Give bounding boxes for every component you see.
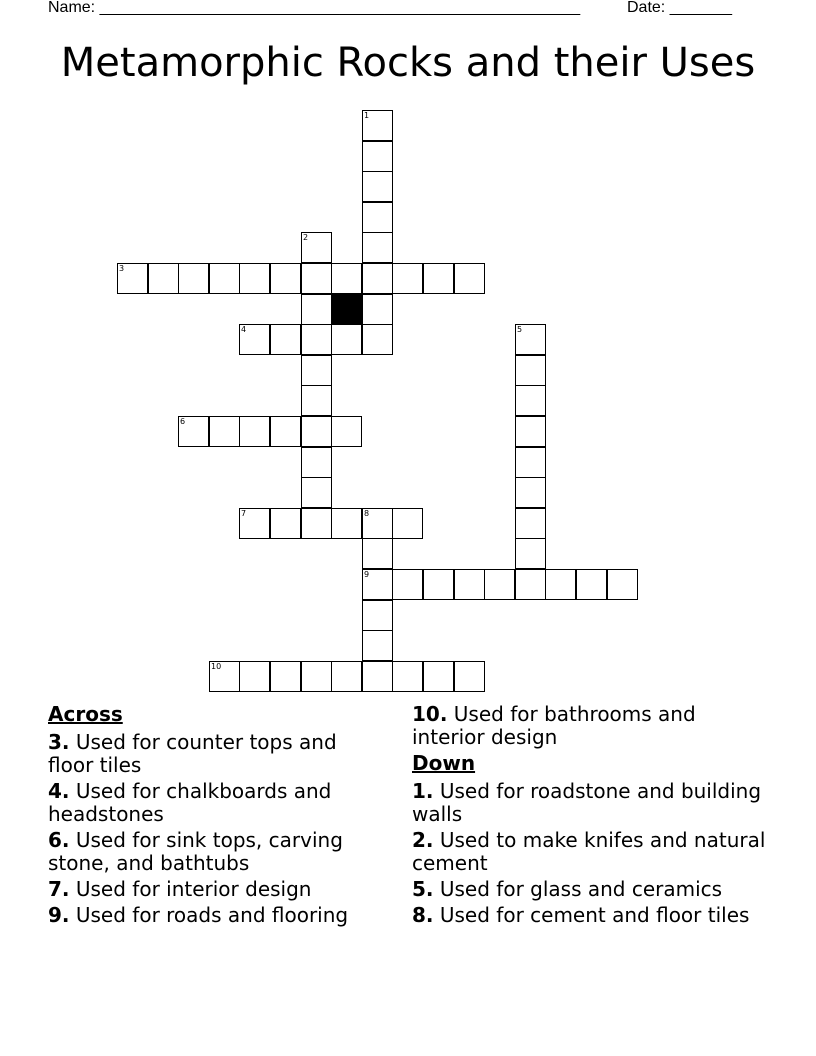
grid-cell[interactable] — [392, 263, 423, 294]
grid-cell[interactable] — [239, 661, 270, 692]
grid-cell[interactable] — [270, 416, 301, 447]
clue-across-9: 9. Used for roads and flooring — [48, 903, 349, 927]
clues-right-column — [412, 703, 772, 930]
date-field-label: Date: _______ — [627, 0, 732, 16]
grid-cell[interactable] — [423, 661, 454, 692]
grid-cell[interactable] — [301, 416, 332, 447]
grid-cell[interactable] — [301, 385, 332, 416]
grid-cell[interactable] — [209, 661, 240, 692]
grid-cell[interactable] — [484, 569, 515, 600]
grid-cell[interactable] — [270, 263, 301, 294]
clue-down-5: 5. Used for glass and ceramics — [412, 877, 723, 901]
grid-cell[interactable] — [515, 324, 546, 355]
grid-cell[interactable] — [178, 416, 209, 447]
clue-number: 9 — [364, 570, 370, 579]
clue-across-3: 3. Used for counter tops and floor tiles — [48, 730, 337, 777]
across-heading: Across — [48, 702, 123, 726]
clue-number: 7 — [241, 509, 247, 518]
grid-cell[interactable] — [331, 661, 362, 692]
grid-cell[interactable] — [301, 447, 332, 478]
grid-cell[interactable] — [362, 630, 393, 661]
grid-cell[interactable] — [454, 569, 485, 600]
clue-down-8: 8. Used for cement and floor tiles — [412, 903, 750, 927]
grid-cell[interactable] — [301, 661, 332, 692]
grid-cell[interactable] — [209, 416, 240, 447]
grid-cell[interactable] — [301, 355, 332, 386]
clue-down-1: 1. Used for roadstone and building walls — [412, 779, 762, 826]
clue-number: 6 — [180, 417, 186, 426]
grid-cell[interactable] — [515, 416, 546, 447]
grid-cell[interactable] — [515, 447, 546, 478]
grid-cell[interactable] — [515, 569, 546, 600]
clue-across-6: 6. Used for sink tops, carving stone, and bathtubs — [48, 828, 343, 875]
grid-cell[interactable] — [301, 294, 332, 325]
grid-cell[interactable] — [117, 263, 148, 294]
grid-cell[interactable] — [607, 569, 638, 600]
grid-cell[interactable] — [239, 416, 270, 447]
clue-number: 1 — [364, 111, 370, 120]
grid-cell[interactable] — [301, 508, 332, 539]
grid-cell[interactable] — [515, 508, 546, 539]
grid-cell[interactable] — [454, 661, 485, 692]
grid-cell[interactable] — [454, 263, 485, 294]
grid-cell[interactable] — [362, 600, 393, 631]
grid-cell[interactable] — [362, 661, 393, 692]
grid-cell[interactable] — [301, 232, 332, 263]
grid-cell[interactable] — [362, 110, 393, 141]
grid-cell[interactable] — [362, 171, 393, 202]
grid-cell[interactable] — [392, 569, 423, 600]
grid-cell[interactable] — [515, 355, 546, 386]
grid-cell[interactable] — [362, 569, 393, 600]
clues-left-column — [48, 703, 388, 930]
grid-cell[interactable] — [362, 294, 393, 325]
grid-cell[interactable] — [209, 263, 240, 294]
clue-down-2: 2. Used to make knifes and natural cement — [412, 828, 766, 875]
grid-cell[interactable] — [178, 263, 209, 294]
grid-cell[interactable] — [576, 569, 607, 600]
grid-cell[interactable] — [270, 661, 301, 692]
grid-cell[interactable] — [423, 263, 454, 294]
grid-cell[interactable] — [515, 477, 546, 508]
grid-cell[interactable] — [148, 263, 179, 294]
grid-cell[interactable] — [270, 508, 301, 539]
name-field-label: Name: ______________________________________________________ — [48, 0, 581, 16]
page-title: Metamorphic Rocks and their Uses — [60, 40, 756, 86]
grid-cell[interactable] — [239, 324, 270, 355]
grid-cell[interactable] — [301, 263, 332, 294]
clue-number: 4 — [241, 325, 247, 334]
clue-across-7: 7. Used for interior design — [48, 877, 312, 901]
grid-cell[interactable] — [362, 324, 393, 355]
grid-cell[interactable] — [423, 569, 454, 600]
grid-cell[interactable] — [362, 263, 393, 294]
grid-cell[interactable] — [362, 141, 393, 172]
grid-cell[interactable] — [362, 508, 393, 539]
clue-number: 5 — [517, 325, 523, 334]
clue-number: 3 — [119, 264, 125, 273]
grid-cell[interactable] — [331, 416, 362, 447]
grid-cell[interactable] — [362, 202, 393, 233]
clue-number: 10 — [211, 662, 222, 671]
clue-number: 2 — [303, 233, 309, 242]
grid-cell[interactable] — [301, 477, 332, 508]
down-heading: Down — [412, 751, 476, 775]
grid-cell[interactable] — [392, 508, 423, 539]
grid-cell[interactable] — [331, 324, 362, 355]
grid-cell[interactable] — [301, 324, 332, 355]
grid-cell[interactable] — [362, 538, 393, 569]
grid-cell[interactable] — [362, 232, 393, 263]
grid-cell[interactable] — [331, 508, 362, 539]
grid-cell[interactable] — [270, 324, 301, 355]
clue-across-4: 4. Used for chalkboards and headstones — [48, 779, 332, 826]
clue-across-10: 10. Used for bathrooms and interior design — [412, 702, 696, 749]
grid-cell[interactable] — [515, 385, 546, 416]
grid-cell[interactable] — [331, 263, 362, 294]
clue-number: 8 — [364, 509, 370, 518]
blocked-cell — [331, 294, 362, 325]
grid-cell[interactable] — [392, 661, 423, 692]
grid-cell[interactable] — [239, 508, 270, 539]
grid-cell[interactable] — [545, 569, 576, 600]
grid-cell[interactable] — [515, 538, 546, 569]
grid-cell[interactable] — [239, 263, 270, 294]
